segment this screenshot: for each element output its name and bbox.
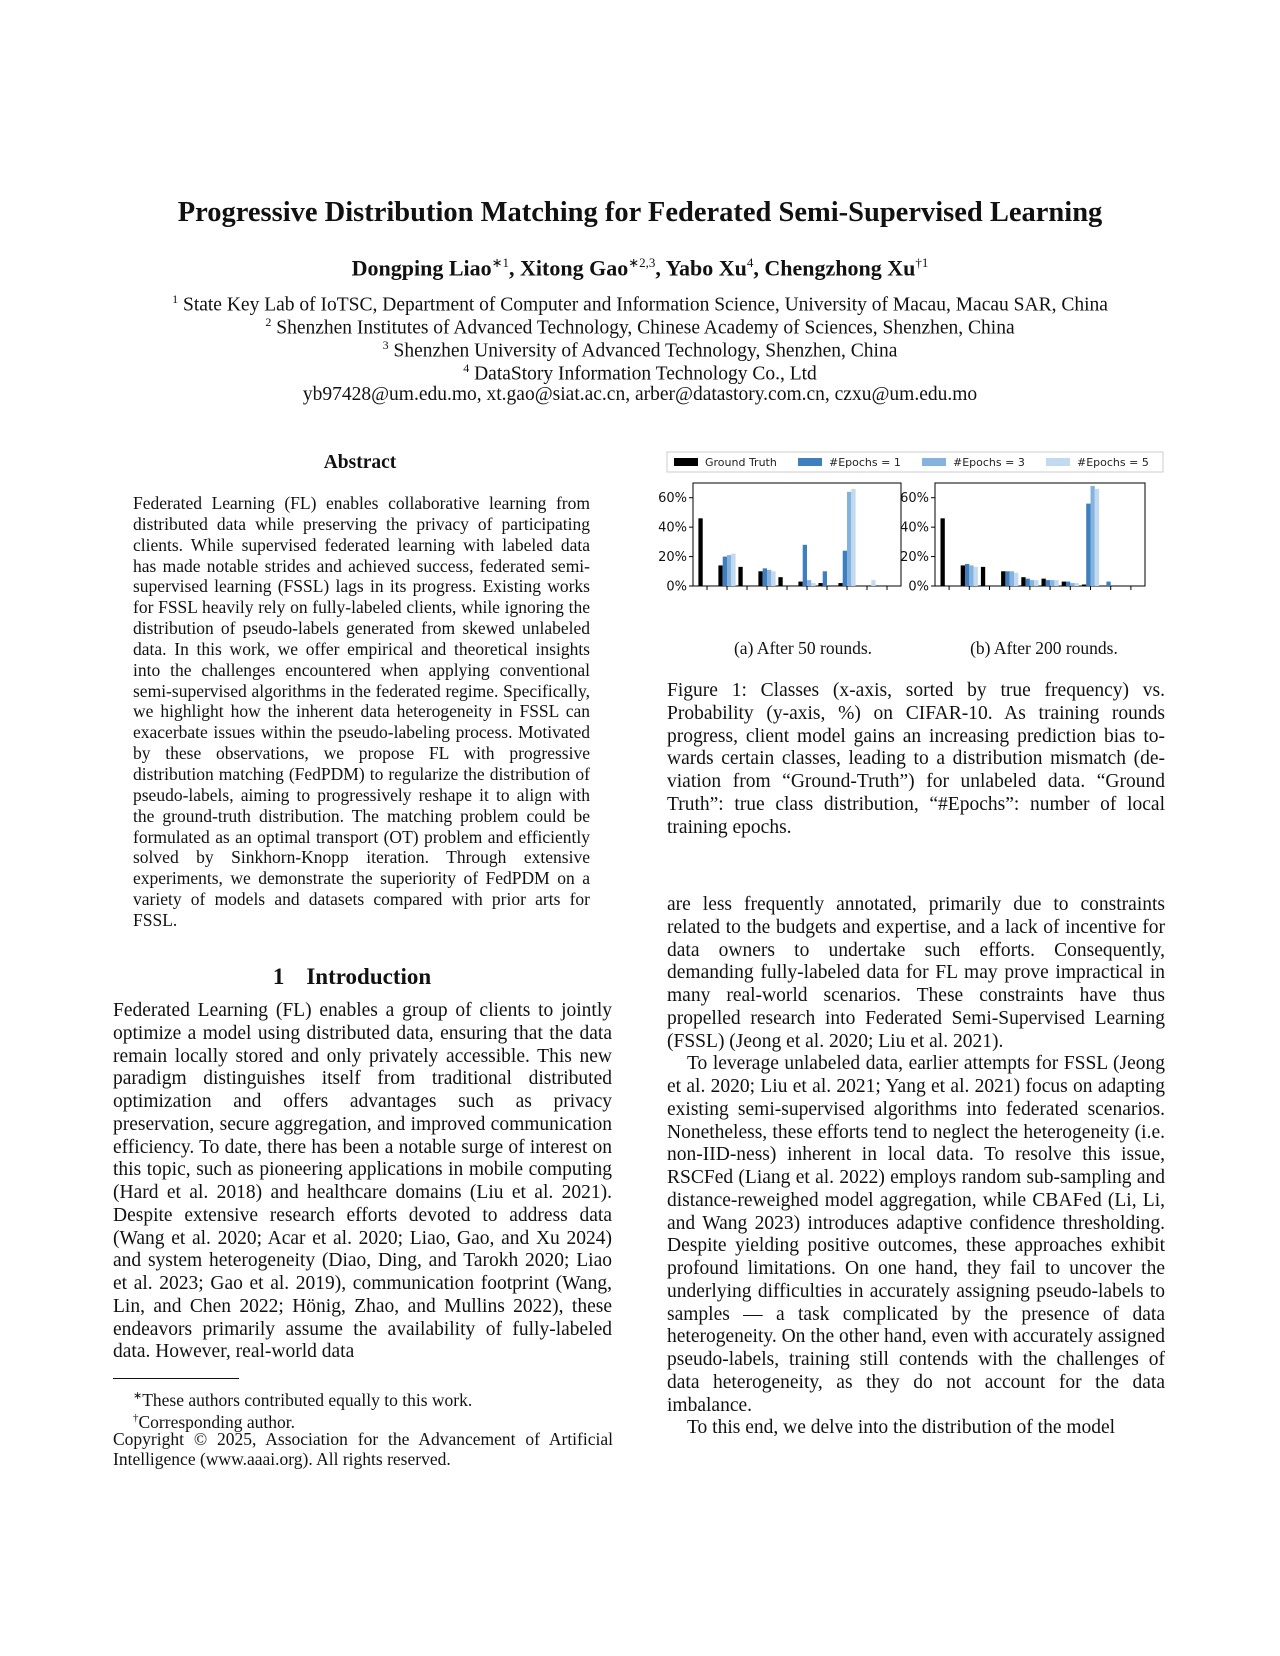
figure-1 <box>658 450 1167 630</box>
subcaption-b: (b) After 200 rounds. <box>970 638 1118 658</box>
bar <box>974 567 978 586</box>
paragraph: are less frequently annotated, primarily due to constraints related to the budgets and expertise, and a lack of incentive for data owners to undertake such efforts. Consequently, demanding fully-labeled data for FL may prove impractical in many real-world scenarios. These constraints have thus propelled research into Federated Semi-Supervised Learning (FSSL) (Jeong et al. 2020; Liu et al. 2021). <box>667 894 1165 1052</box>
bar <box>798 582 802 586</box>
bar <box>1095 489 1099 586</box>
bar <box>778 577 782 586</box>
section-title: Introduction <box>306 964 432 989</box>
affiliation <box>0 338 1280 363</box>
author-marks: ∗2,3 <box>628 255 656 270</box>
figure-caption: Figure 1: Classes (x-axis, sorted by true frequency) vs. Probability (y-axis, %) on CIFAR-10. As training rounds progress, client model gains an increasing prediction bias towards certain classes, leading to a distribution mismatch (deviation from “Ground-Truth”) for unlabeled data. “Ground Truth”: true class distribution, “#Epochs”: number of local training epochs. <box>667 680 1165 838</box>
affiliation-text: Shenzhen University of Advanced Technology, Shenzhen, China <box>393 340 898 362</box>
abstract-heading: Abstract <box>323 452 397 473</box>
bar <box>1050 580 1054 586</box>
affiliation-number: 1 <box>172 292 179 306</box>
y-tick-label: 60% <box>900 491 929 507</box>
bar <box>738 567 742 586</box>
bar <box>965 564 969 586</box>
footnote-mark: † <box>133 1412 139 1424</box>
bar <box>941 518 945 586</box>
bar <box>763 568 767 586</box>
legend-label: #Epochs = 1 <box>829 456 901 469</box>
introduction-text: Federated Learning (FL) enables a group of clients to jointly optimize a model using distributed data, ensuring that the data remain locally stored and only privately accessible. This new paradigm distinguishes itself from traditional distributed optimization and offers advantages such as privacy preservation, secure aggregation, and improved communication efficiency. To date, there has been a notable surge of interest on this topic, such as pioneering applications in mobile computing (Hard et al. 2018) and healthcare domains (Liu et al. 2021). Despite extensive research efforts devoted to address data (Wang et al. 2020; Acar et al. 2020; Liao, Gao, and Xu 2024) and system heterogeneity (Diao, Ding, and Tarokh 2020; Liao et al. 2023; Gao et al. 2019), communication footprint (Wang, Lin, and Chen 2022; Hönig, Zhao, and Mullins 2022), these endeavors primarily assume the availability of fully-labeled data. However, real-world data <box>113 1000 612 1363</box>
bar <box>718 565 722 586</box>
bar <box>1001 571 1005 586</box>
bar <box>969 565 973 586</box>
author-emails: yb97428@um.edu.mo, xt.gao@siat.ac.cn, arber@datastory.com.cn, czxu@um.edu.mo <box>302 384 978 405</box>
bar <box>843 551 847 586</box>
legend-label: #Epochs = 5 <box>1077 456 1149 469</box>
subcaption-a: (a) After 50 rounds. <box>733 638 873 658</box>
chart-panel-a <box>658 483 901 595</box>
y-tick-label: 20% <box>900 550 929 566</box>
footnote <box>113 1386 633 1410</box>
bar <box>1010 571 1014 586</box>
legend-swatch <box>798 458 822 466</box>
bar <box>1070 583 1074 586</box>
footnote-text: Corresponding author. <box>138 1411 296 1432</box>
footnote-text: These authors contributed equally to this work. <box>142 1389 473 1410</box>
bar <box>811 583 815 586</box>
legend-swatch <box>674 458 698 466</box>
bar <box>1030 580 1034 586</box>
author-name: Xitong Gao <box>520 255 629 281</box>
y-tick-label: 20% <box>658 550 687 566</box>
bar <box>1086 504 1090 586</box>
right-column-text <box>667 894 1165 1440</box>
bar <box>871 580 875 586</box>
bar <box>1091 486 1095 586</box>
author-marks: 4 <box>746 255 754 270</box>
legend-swatch <box>1046 458 1070 466</box>
bar <box>698 518 702 586</box>
footnote-mark: ∗ <box>133 1390 143 1402</box>
author-name: Dongping Liao <box>351 255 492 281</box>
bar <box>847 492 851 586</box>
author-name: Yabo Xu <box>665 255 747 281</box>
bar <box>1066 582 1070 586</box>
bar <box>758 571 762 586</box>
bar <box>1026 579 1030 586</box>
chart-legend <box>667 452 1163 472</box>
bar <box>961 565 965 586</box>
bar <box>1106 582 1110 586</box>
copyright-notice: Copyright © 2025, Association for the Advancement of Artificial Intelligence (www.aaai.org). All rights reserved. <box>113 1429 613 1469</box>
bar <box>727 555 731 586</box>
affiliation-text: State Key Lab of IoTSC, Department of Computer and Information Science, University of Macau, Macau SAR, China <box>182 294 1108 316</box>
affiliation-number: 4 <box>463 361 470 375</box>
y-tick-label: 0% <box>666 579 687 595</box>
affiliation-text: DataStory Information Technology Co., Ltd <box>474 363 817 385</box>
affiliation <box>0 361 1280 386</box>
author-list: Dongping Liao$^{∗1}$, Xitong Gao$^{∗2,3}$, Yabo Xu$^4$, Chengzhong Xu$^{\dagger 1}$ <box>351 255 929 281</box>
bar <box>807 580 811 586</box>
bar <box>1054 580 1058 586</box>
chart-panel-b <box>900 483 1145 595</box>
paper-title: Progressive Distribution Matching for Federated Semi-Supervised Learning <box>177 197 1103 228</box>
bar <box>1042 579 1046 586</box>
bar <box>723 557 727 586</box>
affiliation-number: 3 <box>382 338 389 352</box>
bar <box>1062 582 1066 586</box>
bar <box>851 489 855 586</box>
bar <box>1021 577 1025 586</box>
section-heading <box>113 964 591 990</box>
y-tick-label: 0% <box>908 579 929 595</box>
author-name: Chengzhong Xu <box>764 255 916 281</box>
bar <box>803 545 807 586</box>
y-tick-label: 40% <box>900 520 929 536</box>
affiliation <box>0 315 1280 340</box>
bar <box>1005 571 1009 586</box>
bar <box>838 583 842 586</box>
legend-label: Ground Truth <box>705 456 777 469</box>
abstract-text: Federated Learning (FL) enables collaborative learning from distributed data while preserving the privacy of participating clients. While supervised federated learning with labeled data has made notable strides and achieved success, federated semi-supervised learning (FSSL) lags in its progress. Existing works for FSSL heavily rely on fully-labeled clients, while ignoring the distribution of pseudo-labels generated from skewed unlabeled data. In this work, we offer empirical and theoretical insights into the challenges encountered when applying conventional semi-supervised algorithms in the federated regime. Specifically, we highlight how the inherent data heterogeneity in FSSL can exacerbate issues within the pseudo-labeling process. Motivated by these observations, we propose FL with progressive distribution matching (FedPDM) to regularize the distribution of pseudo-labels, aiming to progressively reshape it to align with the ground-truth distribution. The matching problem could be formulated as an optimal transport (OT) problem and efficiently solved by Sinkhorn-Knopp iteration. Through extensive experiments, we demonstrate the superiority of FedPDM on a variety of models and datasets compared with prior arts for FSSL. <box>133 493 590 930</box>
paragraph: To leverage unlabeled data, earlier attempts for FSSL (Jeong et al. 2020; Liu et al. 2021; Yang et al. 2021) focus on adapting existing semi-supervised algorithms into federated scenarios. Nonetheless, these efforts tend to neglect the heterogeneity (i.e. non-IID-ness) inherent in local data. To resolve this issue, RSCFed (Liang et al. 2022) employs random sub-sampling and distance-reweighed model aggregation, while CBAFed (Li, Li, and Wang 2023) introduces adaptive confidence thresholding. Despite yielding positive outcomes, these approaches exhibit profound limitations. On one hand, they fail to uncover the underlying difficulties in accurately assigning pseudo-labels to samples — a task complicated by the presence of data heterogeneity. On the other hand, even with accurately assigned pseudo-labels, training still contends with the challenges of data heterogeneity, as they do not account for the data imbalance. <box>667 1053 1165 1416</box>
bar <box>1014 573 1018 586</box>
y-tick-label: 60% <box>658 491 687 507</box>
bar <box>981 567 985 586</box>
legend-label: #Epochs = 3 <box>953 456 1025 469</box>
section-number: 1 <box>272 964 285 989</box>
bar <box>823 571 827 586</box>
bar <box>771 571 775 586</box>
bar <box>1034 580 1038 586</box>
footnote-rule <box>113 1378 239 1379</box>
y-tick-label: 40% <box>658 520 687 536</box>
affiliation-text: Shenzhen Institutes of Advanced Technology, Chinese Academy of Sciences, Shenzhen, China <box>276 317 1015 339</box>
paragraph: To this end, we delve into the distribution of the model <box>687 1417 1116 1439</box>
author-marks: ∗1 <box>491 255 510 270</box>
bar <box>731 554 735 586</box>
legend-swatch <box>922 458 946 466</box>
bar <box>1075 583 1079 586</box>
affiliation-number: 2 <box>265 315 272 329</box>
affiliation <box>0 292 1280 317</box>
bar <box>1082 585 1086 586</box>
author-marks: †1 <box>915 255 929 270</box>
bar <box>767 570 771 586</box>
bar <box>1046 580 1050 586</box>
bar <box>818 583 822 586</box>
